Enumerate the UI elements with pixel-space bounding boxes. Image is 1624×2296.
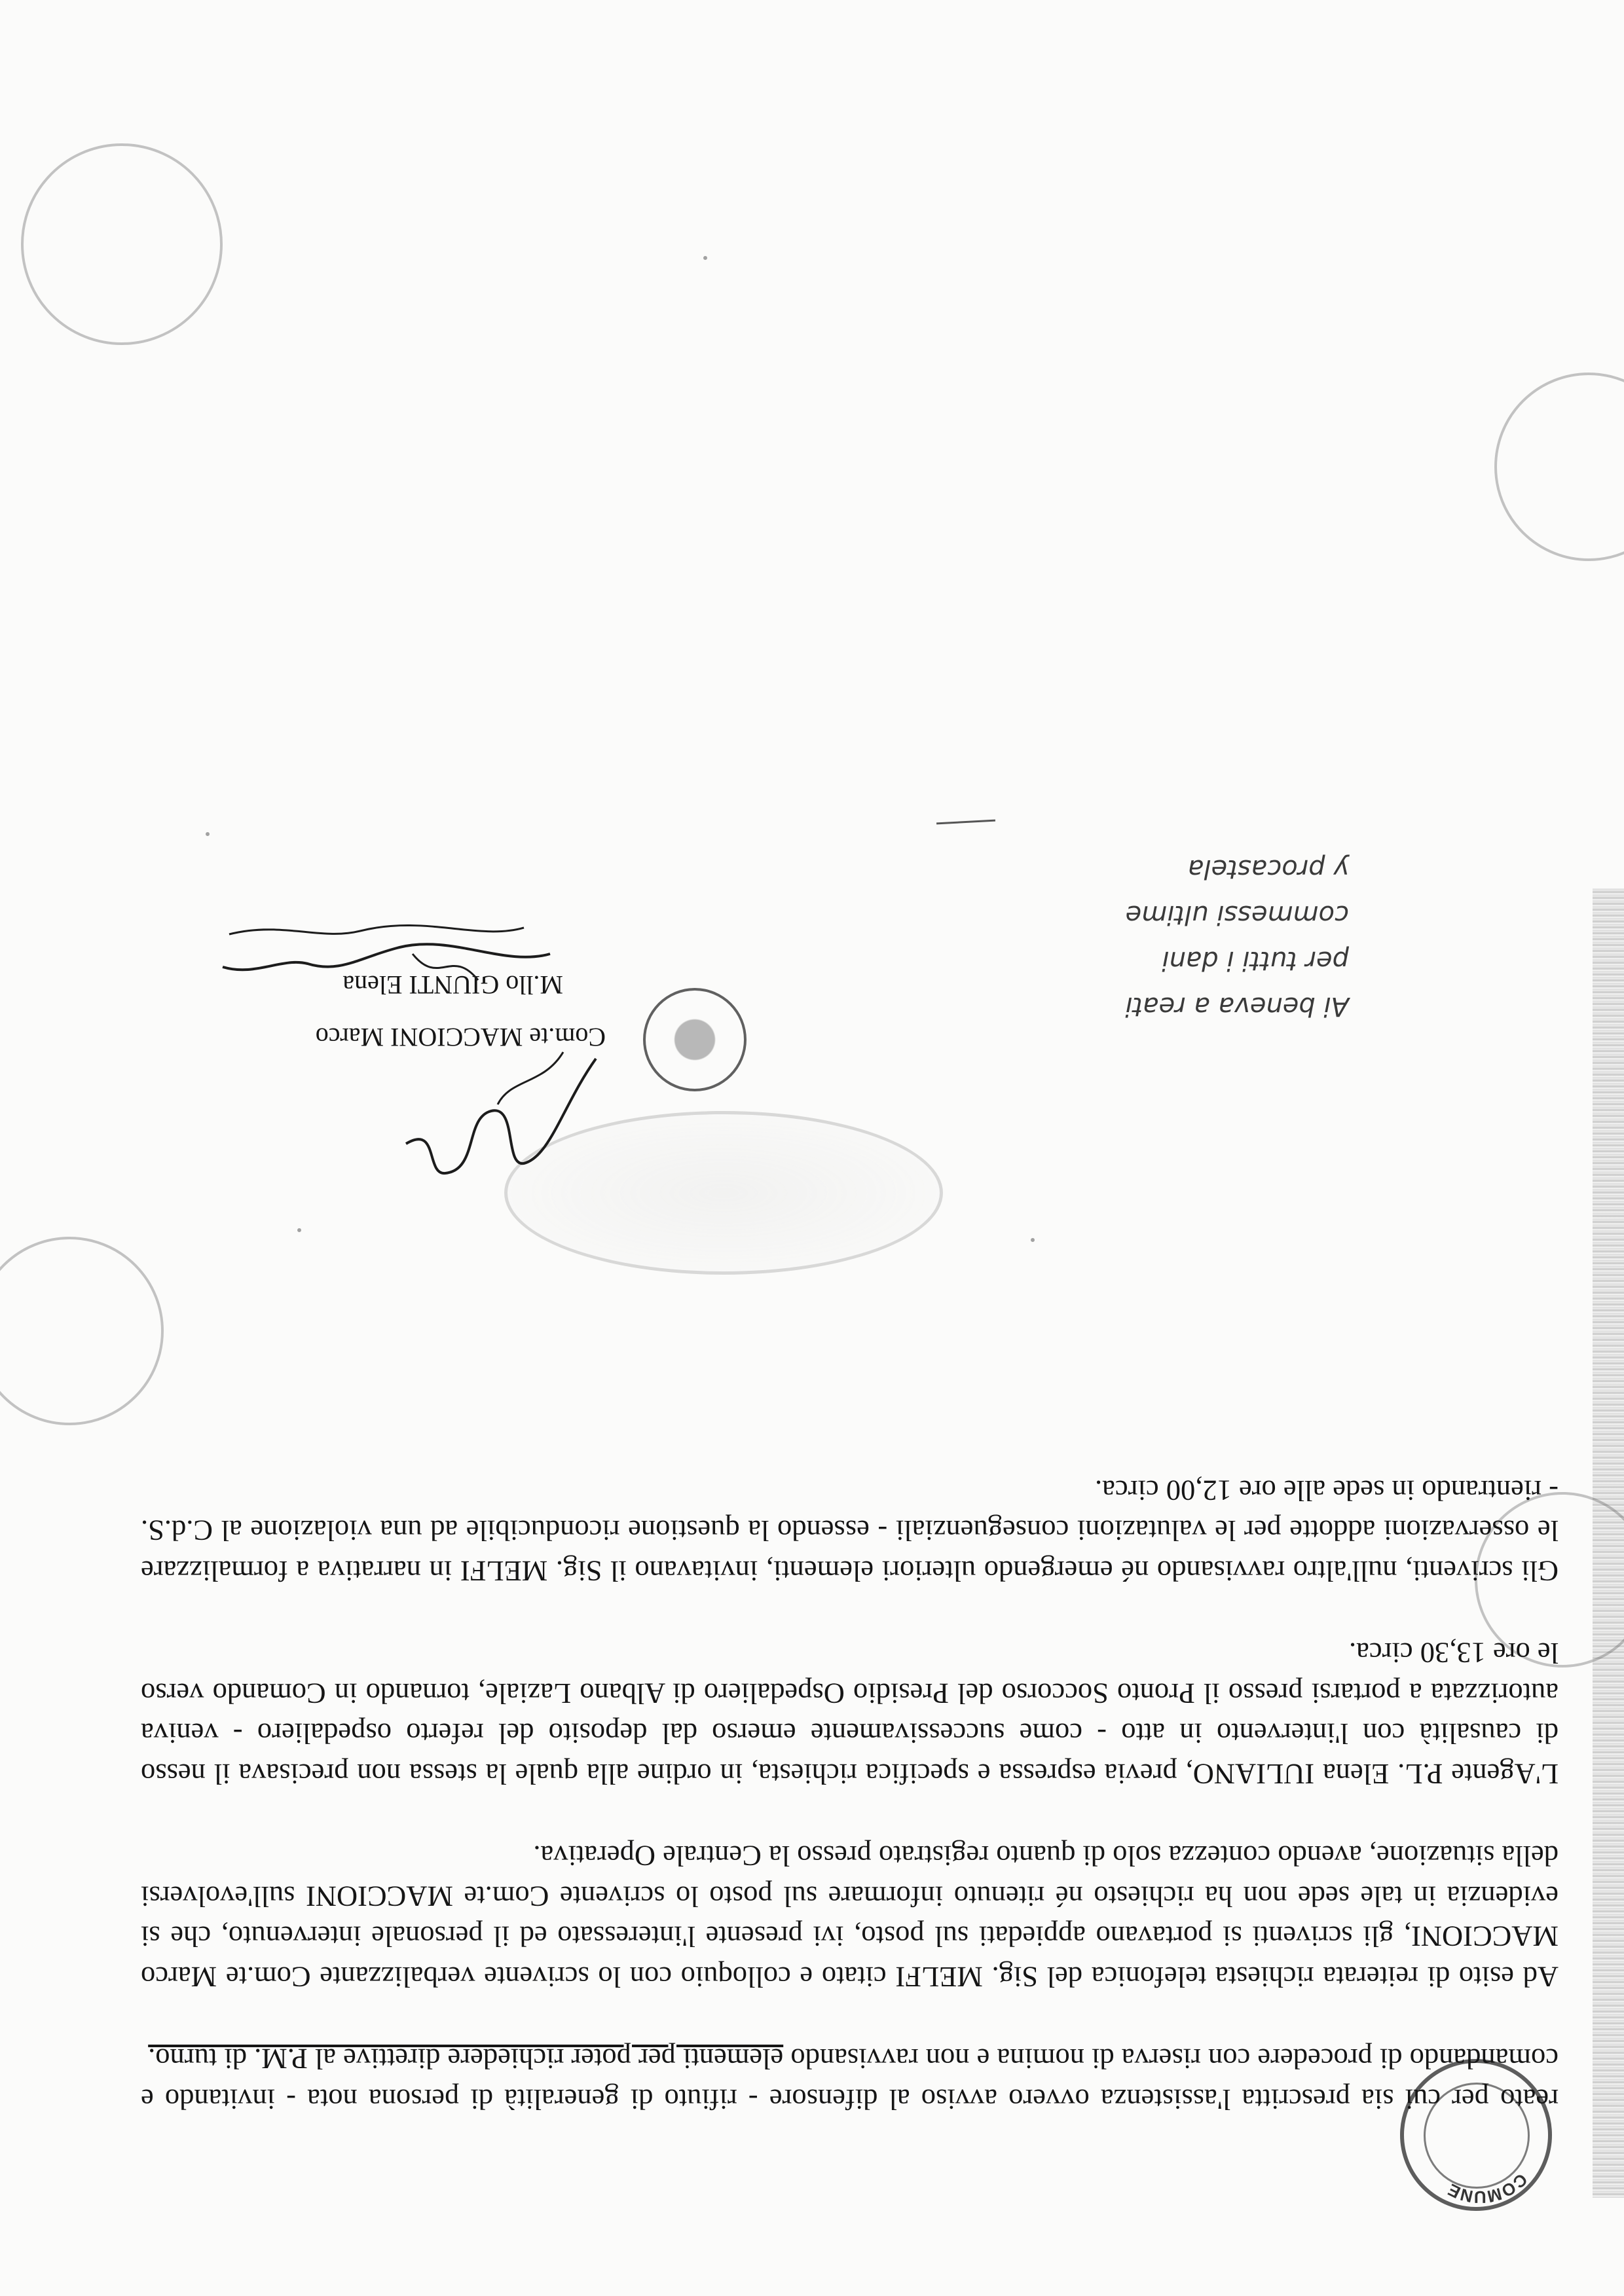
document-body: [141, 1429, 1559, 2120]
handwritten-signature: [216, 902, 557, 993]
official-seal: [643, 988, 747, 1091]
handwritten-signature: [393, 1039, 602, 1183]
scan-speck: [297, 1228, 301, 1232]
signatory-name: Com.te MACCIONI Marco: [315, 1023, 606, 1052]
paragraph: Gli scriventi, null'altro ravvisando né emergendo ulteriori elementi, invitavano il Sig. MELFI in narrativa a formalizzare le osservazioni addotte per le valutazioni conseguenziali - essendo la questione riconducibile ad una violazione al C.d.S. - rientrando in sede alle ore 12,00 circa.: [141, 1474, 1559, 1588]
paragraph: L'Agente P.L. Elena IULIANO, previa espressa e specifica richiesta, in ordine alla quale la stessa non precisava il nesso di causalità con l'intervento in atto - come successivamente emerso dal deposito del referto ospedaliero - veniva autorizzata a portarsi presso il Pronto Soccorso del Presidio Ospedaliero di Albano Laziale, tornando in Comando verso le ore 13,30 circa.: [141, 1637, 1559, 1791]
underlined-text: elementi per poter richiedere direttive al P.M. di turno.: [148, 2043, 784, 2076]
handwritten-underline: [936, 820, 995, 825]
paragraph: [141, 2039, 1559, 2119]
handwritten-note: [943, 846, 1349, 1029]
handwritten-line: commessi ultime: [1125, 900, 1349, 930]
faded-stamp: [1494, 373, 1624, 561]
handwritten-line: Ai beneva a reati: [1125, 991, 1349, 1021]
scan-speck: [703, 256, 707, 260]
faded-stamp: [21, 143, 223, 345]
svg-text:COMUNE: COMUNE: [1445, 2170, 1532, 2208]
scan-speck: [1031, 1238, 1035, 1242]
scan-speck: [206, 832, 210, 836]
paragraph-text: reato per cui sia prescritta l'assistenza ovvero avviso al difensore - rifiuto di generalità di persona nota - invitando e comandando di procedere con riserva di nomina e non ravvisando: [141, 2043, 1559, 2116]
paragraph: Ad esito di reiterata richiesta telefonica del Sig. MELFI citato e colloquio con lo scrivente verbalizzante Com.te Marco MACCIONI, gli scriventi si portavano appiedati sul posto, ivi presente l'interessato ed il personale intervenuto, che si evidenzia in tale sede non ha richiesto né ritenuto informare sul posto lo scrivente Com.te MACCIONI sull'evolversi della situazione, avendo contezza solo di quanto registrato presso la Centrale Operativa.: [141, 1840, 1559, 1994]
handwritten-line: y procastela: [1188, 854, 1349, 884]
faded-stamp: [0, 1237, 164, 1425]
handwritten-line: per tutti i dani: [1162, 945, 1349, 975]
signatory-name: M.llo GIUNTI Elena: [342, 970, 563, 1000]
